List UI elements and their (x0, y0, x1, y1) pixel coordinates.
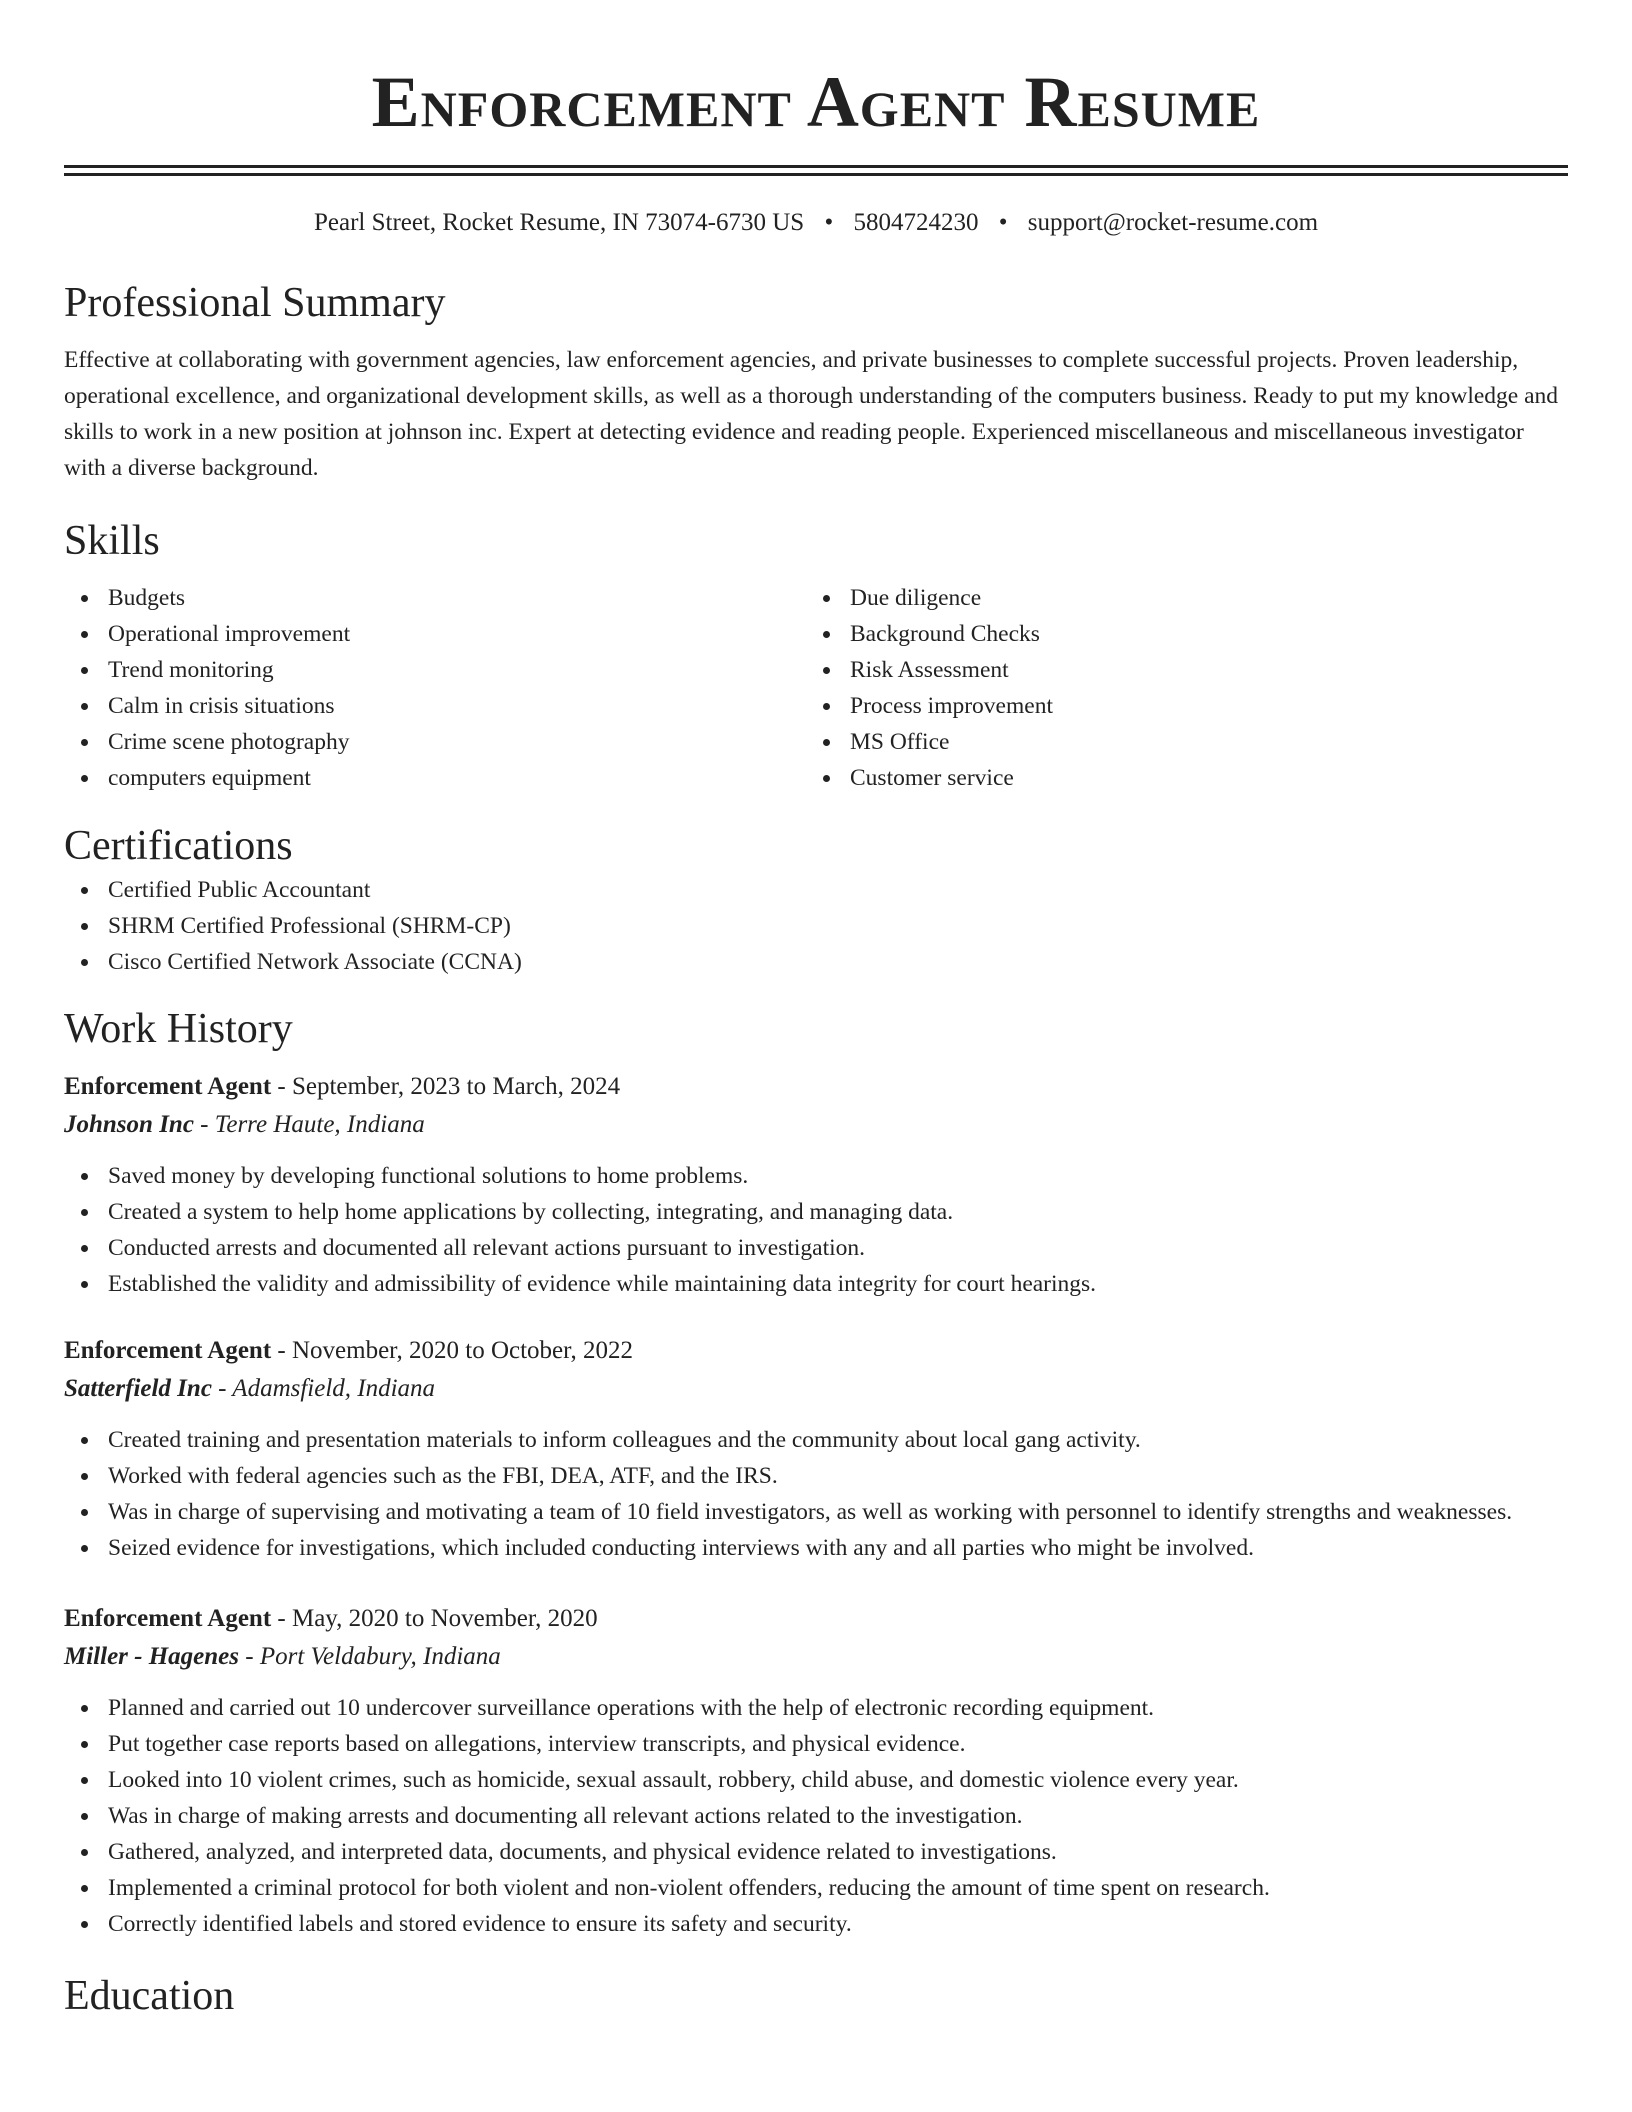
skill-item: MS Office (806, 724, 1548, 760)
education-heading: Education (64, 1973, 235, 2019)
job-entry (64, 1068, 1568, 1302)
contact-separator: • (824, 209, 834, 236)
job-duty-item: Planned and carried out 10 undercover surveillance operations with the help of electronic recording equipment. (64, 1690, 1568, 1726)
job-duty-item: Seized evidence for investigations, which included conducting interviews with any and all parties who might be involved. (64, 1530, 1568, 1566)
job-location: - Terre Haute, Indiana (193, 1111, 425, 1138)
job-company: Satterfield Inc (64, 1375, 212, 1402)
job-duty-item: Looked into 10 violent crimes, such as homicide, sexual assault, robbery, child abuse, and domestic violence every year. (64, 1762, 1568, 1798)
skill-item: computers equipment (64, 760, 806, 796)
contact-email: support@rocket-resume.com (1027, 209, 1319, 236)
resume-page (64, 0, 1568, 2022)
contact-separator: • (998, 209, 1008, 236)
resume-title: Enforcement Agent Resume (371, 62, 1261, 142)
job-duties-list (64, 1690, 1568, 1942)
job-dates: - November, 2020 to October, 2022 (271, 1337, 633, 1364)
job-duty-item: Correctly identified labels and stored evidence to ensure its safety and security. (64, 1906, 1568, 1942)
contact-phone: 5804724230 (853, 209, 979, 236)
job-entry (64, 1600, 1568, 1942)
title-divider-bottom (64, 173, 1568, 176)
job-duty-item: Conducted arrests and documented all relevant actions pursuant to investigation. (64, 1230, 1568, 1266)
work-history-heading: Work History (64, 1006, 293, 1052)
job-entry (64, 1332, 1568, 1566)
job-duty-item: Created training and presentation materials to inform colleagues and the community about local gang activity. (64, 1422, 1568, 1458)
job-duty-item: Saved money by developing functional solutions to home problems. (64, 1158, 1568, 1194)
job-company: Miller - Hagenes (64, 1643, 239, 1670)
job-company-line (64, 1106, 1568, 1144)
job-duty-item: Was in charge of supervising and motivating a team of 10 field investigators, as well as working with personnel to identify strengths and weaknesses. (64, 1494, 1568, 1530)
job-company-line (64, 1638, 1568, 1676)
skill-item: Trend monitoring (64, 652, 806, 688)
skill-item: Background Checks (806, 616, 1548, 652)
contact-address: Pearl Street, Rocket Resume, IN 73074-6730 US (313, 209, 805, 236)
certification-item: Certified Public Accountant (64, 872, 1568, 908)
skills-columns (64, 580, 1568, 796)
job-duty-item: Was in charge of making arrests and documenting all relevant actions related to the investigation. (64, 1798, 1568, 1834)
summary-heading: Professional Summary (64, 280, 446, 326)
job-duties-list (64, 1422, 1568, 1566)
skill-item: Process improvement (806, 688, 1548, 724)
skill-item: Due diligence (806, 580, 1548, 616)
skills-list-right (806, 580, 1548, 796)
job-title-line (64, 1068, 1568, 1106)
job-dates: - September, 2023 to March, 2024 (271, 1073, 621, 1100)
job-duty-item: Implemented a criminal protocol for both violent and non-violent offenders, reducing the amount of time spent on research. (64, 1870, 1568, 1906)
job-duty-item: Gathered, analyzed, and interpreted data, documents, and physical evidence related to investigations. (64, 1834, 1568, 1870)
job-company: Johnson Inc (64, 1111, 194, 1138)
certifications-list (64, 872, 1568, 980)
job-location: - Port Veldabury, Indiana (239, 1643, 501, 1670)
job-role: Enforcement Agent (64, 1605, 272, 1632)
certification-item: SHRM Certified Professional (SHRM-CP) (64, 908, 1568, 944)
skill-item: Operational improvement (64, 616, 806, 652)
skill-item: Customer service (806, 760, 1548, 796)
job-duties-list (64, 1158, 1568, 1302)
skill-item: Risk Assessment (806, 652, 1548, 688)
skills-list-left (64, 580, 806, 796)
job-duty-item: Put together case reports based on allegations, interview transcripts, and physical evidence. (64, 1726, 1568, 1762)
skills-heading: Skills (64, 518, 160, 564)
job-role: Enforcement Agent (64, 1337, 272, 1364)
summary-text: Effective at collaborating with government agencies, law enforcement agencies, and private businesses to complete successful projects. Proven leadership, operational excellence, and organizational development skills, as well as a thorough understanding of the computers business. Ready to put my knowledge and skills to work in a new position at johnson inc. Expert at detecting evidence and reading people. Experienced miscellaneous and miscellaneous investigator with a diverse background. (64, 347, 1559, 481)
job-dates: - May, 2020 to November, 2020 (271, 1605, 598, 1632)
certifications-heading: Certifications (64, 823, 293, 869)
job-duty-item: Created a system to help home applications by collecting, integrating, and managing data. (64, 1194, 1568, 1230)
certification-item: Cisco Certified Network Associate (CCNA) (64, 944, 1568, 980)
job-title-line (64, 1332, 1568, 1370)
job-location: - Adamsfield, Indiana (211, 1375, 436, 1402)
job-title-line (64, 1600, 1568, 1638)
contact-line (64, 205, 1568, 241)
job-role: Enforcement Agent (64, 1073, 272, 1100)
job-duty-item: Worked with federal agencies such as the FBI, DEA, ATF, and the IRS. (64, 1458, 1568, 1494)
skill-item: Calm in crisis situations (64, 688, 806, 724)
job-company-line (64, 1370, 1568, 1408)
skill-item: Budgets (64, 580, 806, 616)
skill-item: Crime scene photography (64, 724, 806, 760)
title-divider-top (64, 165, 1568, 168)
job-duty-item: Established the validity and admissibility of evidence while maintaining data integrity for court hearings. (64, 1266, 1568, 1302)
